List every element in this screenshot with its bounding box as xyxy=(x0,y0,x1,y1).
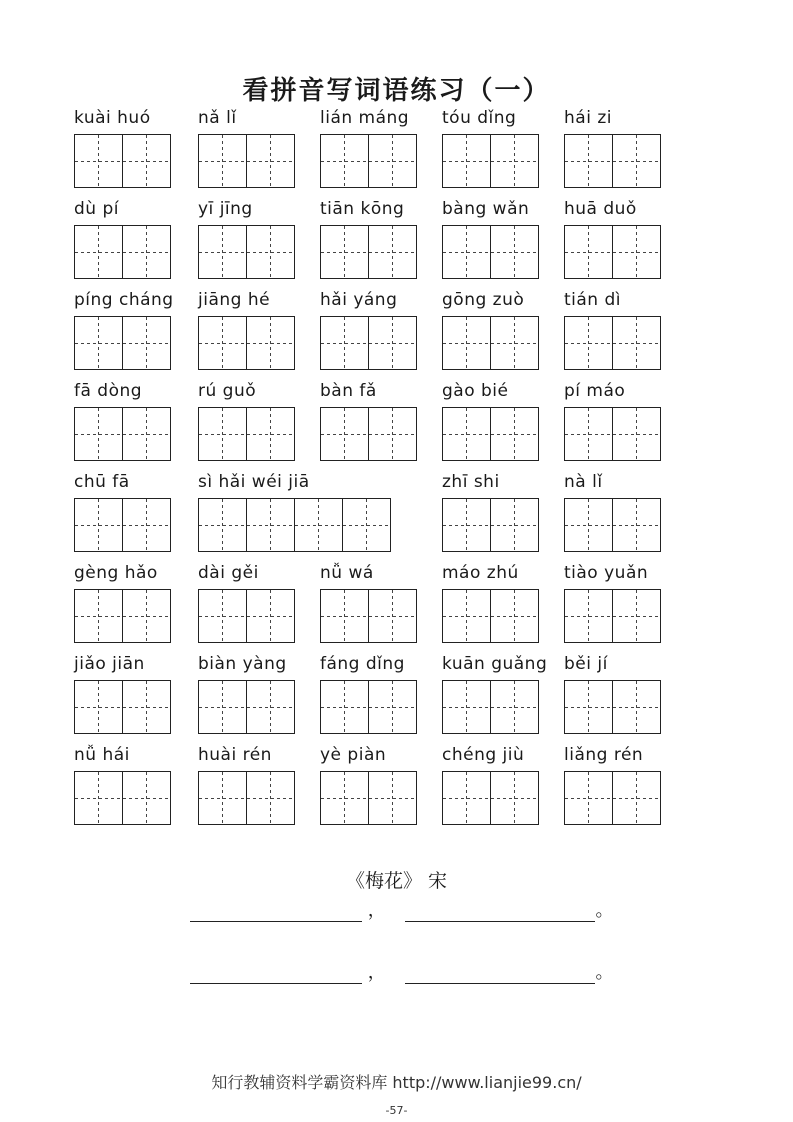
pinyin-label: lián máng xyxy=(320,108,410,128)
writing-boxes xyxy=(198,680,295,734)
writing-box[interactable] xyxy=(75,225,123,279)
pinyin-label: fáng dǐng xyxy=(320,654,405,674)
writing-boxes xyxy=(442,134,539,188)
pinyin-label: nǚ wá xyxy=(320,563,374,583)
writing-boxes xyxy=(564,225,661,279)
pinyin-label: gōng zuò xyxy=(442,290,525,310)
writing-box[interactable] xyxy=(491,134,539,188)
writing-boxes xyxy=(442,316,539,370)
writing-box[interactable] xyxy=(199,498,247,552)
writing-box[interactable] xyxy=(565,771,613,825)
writing-box[interactable] xyxy=(123,498,171,552)
writing-boxes xyxy=(320,134,417,188)
writing-box[interactable] xyxy=(75,771,123,825)
writing-box[interactable] xyxy=(565,407,613,461)
writing-box[interactable] xyxy=(247,498,295,552)
pinyin-label: biàn yàng xyxy=(198,654,287,674)
writing-box[interactable] xyxy=(565,316,613,370)
blank-line[interactable] xyxy=(190,963,362,984)
writing-boxes xyxy=(198,316,295,370)
footer-text: 知行教辅资料学霸资料库 http://www.lianjie99.cn/ xyxy=(211,1073,582,1092)
writing-boxes xyxy=(198,498,391,552)
pinyin-label: zhī shi xyxy=(442,472,500,492)
writing-boxes xyxy=(74,680,171,734)
writing-box[interactable] xyxy=(491,407,539,461)
pinyin-label: kuān guǎng xyxy=(442,654,548,674)
writing-boxes xyxy=(442,225,539,279)
writing-box[interactable] xyxy=(321,225,369,279)
writing-box[interactable] xyxy=(565,680,613,734)
pinyin-label: kuài huó xyxy=(74,108,151,128)
writing-box[interactable] xyxy=(369,407,417,461)
writing-box[interactable] xyxy=(321,771,369,825)
writing-boxes xyxy=(442,498,539,552)
pinyin-label: hái zi xyxy=(564,108,612,128)
writing-boxes xyxy=(564,134,661,188)
writing-box[interactable] xyxy=(123,407,171,461)
writing-box[interactable] xyxy=(199,134,247,188)
pinyin-label: sì hǎi wéi jiā xyxy=(198,472,310,492)
writing-boxes xyxy=(74,771,171,825)
writing-box[interactable] xyxy=(321,589,369,643)
blank-line[interactable] xyxy=(190,901,362,922)
writing-boxes xyxy=(320,680,417,734)
writing-box[interactable] xyxy=(295,498,343,552)
writing-box[interactable] xyxy=(443,680,491,734)
writing-box[interactable] xyxy=(199,225,247,279)
writing-box[interactable] xyxy=(613,225,661,279)
period: 。 xyxy=(595,900,614,921)
writing-box[interactable] xyxy=(123,225,171,279)
writing-box[interactable] xyxy=(75,134,123,188)
writing-boxes xyxy=(198,225,295,279)
blank-line[interactable] xyxy=(405,963,595,984)
writing-box[interactable] xyxy=(443,771,491,825)
pinyin-label: tián dì xyxy=(564,290,621,310)
writing-box[interactable] xyxy=(565,589,613,643)
writing-boxes xyxy=(320,316,417,370)
writing-box[interactable] xyxy=(369,771,417,825)
writing-box[interactable] xyxy=(199,771,247,825)
writing-boxes xyxy=(564,589,661,643)
writing-box[interactable] xyxy=(247,316,295,370)
writing-boxes xyxy=(320,589,417,643)
writing-box[interactable] xyxy=(369,680,417,734)
writing-box[interactable] xyxy=(247,589,295,643)
writing-box[interactable] xyxy=(123,134,171,188)
comma: ， xyxy=(367,900,386,921)
pinyin-label: máo zhú xyxy=(442,563,519,583)
writing-box[interactable] xyxy=(613,316,661,370)
blank-line[interactable] xyxy=(405,901,595,922)
writing-box[interactable] xyxy=(321,407,369,461)
writing-boxes xyxy=(320,771,417,825)
writing-boxes xyxy=(442,589,539,643)
writing-boxes xyxy=(564,680,661,734)
period: 。 xyxy=(595,962,614,983)
writing-box[interactable] xyxy=(247,134,295,188)
writing-box[interactable] xyxy=(247,771,295,825)
writing-box[interactable] xyxy=(443,316,491,370)
writing-box[interactable] xyxy=(443,225,491,279)
writing-box[interactable] xyxy=(321,316,369,370)
writing-boxes xyxy=(74,407,171,461)
writing-box[interactable] xyxy=(491,771,539,825)
pinyin-label: bàn fǎ xyxy=(320,381,377,401)
writing-boxes xyxy=(564,316,661,370)
writing-boxes xyxy=(74,225,171,279)
writing-box[interactable] xyxy=(199,680,247,734)
page-title: 看拼音写词语练习（一） xyxy=(242,76,551,106)
writing-box[interactable] xyxy=(247,225,295,279)
writing-boxes xyxy=(442,771,539,825)
writing-box[interactable] xyxy=(491,680,539,734)
writing-boxes xyxy=(564,407,661,461)
writing-box[interactable] xyxy=(491,498,539,552)
writing-box[interactable] xyxy=(443,498,491,552)
writing-box[interactable] xyxy=(443,134,491,188)
writing-box[interactable] xyxy=(247,680,295,734)
writing-boxes xyxy=(198,134,295,188)
pinyin-label: huā duǒ xyxy=(564,199,637,219)
writing-box[interactable] xyxy=(491,225,539,279)
writing-boxes xyxy=(320,225,417,279)
pinyin-label: gèng hǎo xyxy=(74,563,158,583)
pinyin-label: běi jí xyxy=(564,654,608,674)
writing-box[interactable] xyxy=(443,407,491,461)
poem-line-1 xyxy=(190,896,613,922)
writing-box[interactable] xyxy=(369,316,417,370)
writing-boxes xyxy=(198,407,295,461)
pinyin-label: gào bié xyxy=(442,381,509,401)
pinyin-label: nà lǐ xyxy=(564,472,603,492)
pinyin-label: hǎi yáng xyxy=(320,290,398,310)
page-number: -57- xyxy=(385,1104,408,1117)
writing-boxes xyxy=(74,589,171,643)
pinyin-label: yī jīng xyxy=(198,199,253,219)
pinyin-label: liǎng rén xyxy=(564,745,644,765)
writing-boxes xyxy=(74,498,171,552)
poem-title: 《梅花》 宋 xyxy=(345,870,448,892)
pinyin-label: tóu dǐng xyxy=(442,108,517,128)
writing-box[interactable] xyxy=(75,498,123,552)
pinyin-label: dù pí xyxy=(74,199,119,219)
pinyin-label: tiān kōng xyxy=(320,199,405,219)
writing-box[interactable] xyxy=(247,407,295,461)
poem-line-2 xyxy=(190,958,613,984)
pinyin-label: rú guǒ xyxy=(198,381,257,401)
writing-box[interactable] xyxy=(123,589,171,643)
pinyin-label: bàng wǎn xyxy=(442,199,530,219)
pinyin-label: huài rén xyxy=(198,745,272,765)
writing-box[interactable] xyxy=(613,407,661,461)
writing-box[interactable] xyxy=(369,589,417,643)
writing-box[interactable] xyxy=(321,134,369,188)
writing-box[interactable] xyxy=(369,225,417,279)
writing-box[interactable] xyxy=(75,589,123,643)
comma: ， xyxy=(367,962,386,983)
pinyin-label: nǎ lǐ xyxy=(198,108,237,128)
pinyin-label: tiào yuǎn xyxy=(564,563,649,583)
pinyin-label: jiǎo jiān xyxy=(74,654,145,674)
pinyin-label: fā dòng xyxy=(74,381,143,401)
writing-box[interactable] xyxy=(565,134,613,188)
writing-box[interactable] xyxy=(613,680,661,734)
writing-box[interactable] xyxy=(75,680,123,734)
writing-box[interactable] xyxy=(491,589,539,643)
writing-box[interactable] xyxy=(613,771,661,825)
writing-box[interactable] xyxy=(199,589,247,643)
pinyin-label: chū fā xyxy=(74,472,130,492)
writing-box[interactable] xyxy=(565,498,613,552)
pinyin-label: jiāng hé xyxy=(198,290,271,310)
writing-box[interactable] xyxy=(613,134,661,188)
writing-boxes xyxy=(564,771,661,825)
pinyin-label: dài gěi xyxy=(198,563,259,583)
writing-boxes xyxy=(564,498,661,552)
pinyin-label: chéng jiù xyxy=(442,745,525,765)
writing-box[interactable] xyxy=(613,498,661,552)
writing-box[interactable] xyxy=(343,498,391,552)
writing-boxes xyxy=(442,680,539,734)
writing-box[interactable] xyxy=(321,680,369,734)
writing-boxes xyxy=(442,407,539,461)
writing-box[interactable] xyxy=(123,680,171,734)
writing-box[interactable] xyxy=(123,316,171,370)
pinyin-label: pí máo xyxy=(564,381,626,401)
writing-box[interactable] xyxy=(199,316,247,370)
writing-box[interactable] xyxy=(565,225,613,279)
writing-boxes xyxy=(320,407,417,461)
pinyin-label: nǚ hái xyxy=(74,745,130,765)
writing-box[interactable] xyxy=(75,316,123,370)
writing-box[interactable] xyxy=(369,134,417,188)
pinyin-label: píng cháng xyxy=(74,290,174,310)
pinyin-label: yè piàn xyxy=(320,745,387,765)
writing-box[interactable] xyxy=(123,771,171,825)
writing-boxes xyxy=(198,771,295,825)
writing-box[interactable] xyxy=(613,589,661,643)
writing-boxes xyxy=(74,134,171,188)
writing-boxes xyxy=(198,589,295,643)
writing-boxes xyxy=(74,316,171,370)
writing-box[interactable] xyxy=(491,316,539,370)
writing-box[interactable] xyxy=(443,589,491,643)
writing-box[interactable] xyxy=(75,407,123,461)
writing-box[interactable] xyxy=(199,407,247,461)
